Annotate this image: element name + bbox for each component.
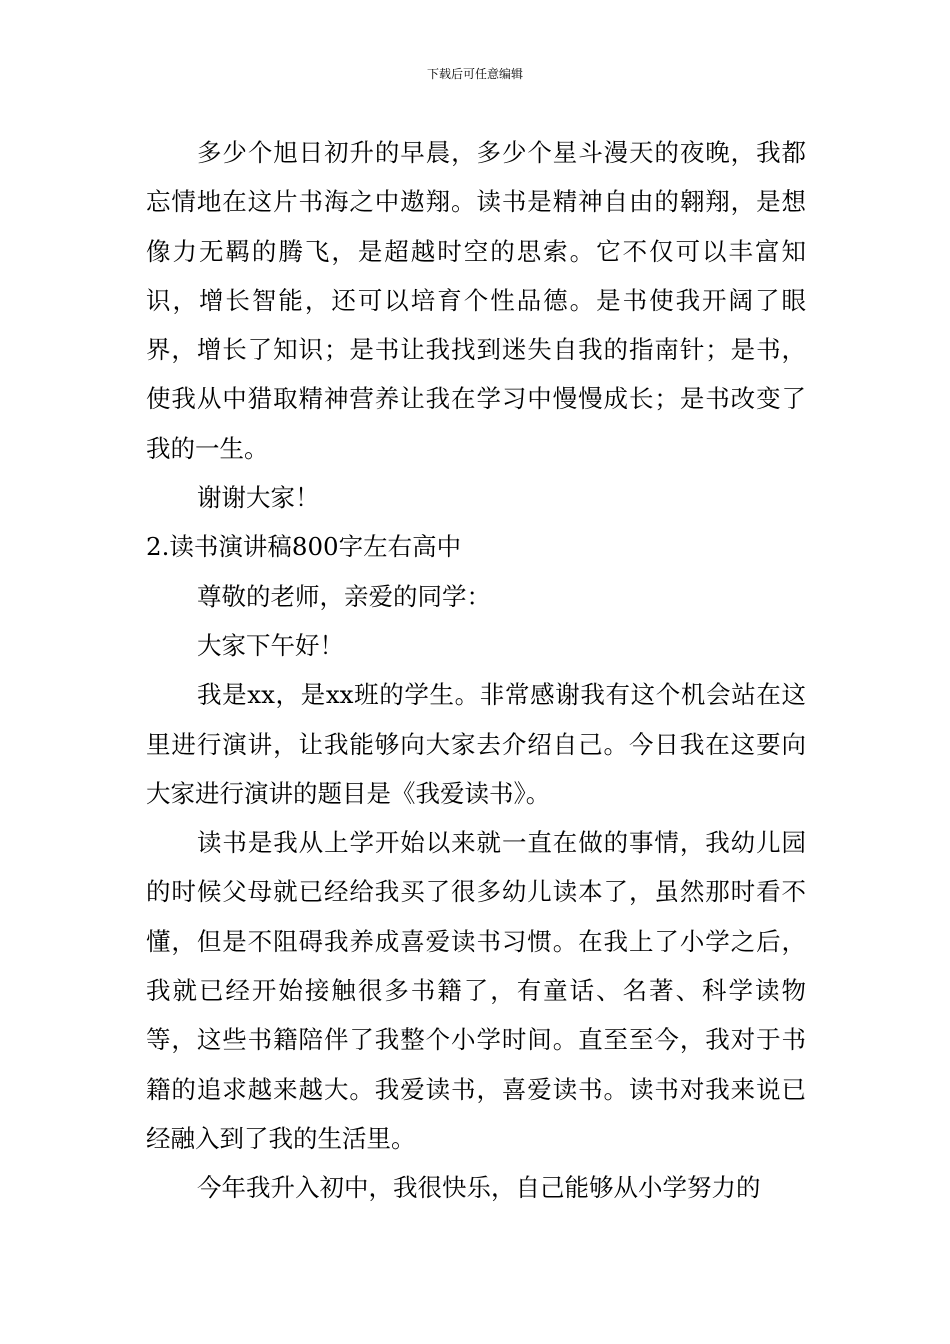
- paragraph-introduction: 我是xx，是xx班的学生。非常感谢我有这个机会站在这里进行演讲，让我能够向大家去介绍自己。今日我在这要向大家进行演讲的题目是《我爱读书》。: [146, 680, 806, 808]
- paragraph-salutation: 尊敬的老师，亲爱的同学：: [197, 581, 491, 611]
- section-heading: 2.读书演讲稿800字左右高中: [146, 532, 462, 562]
- paragraph-reading-reflection: 多少个旭日初升的早晨，多少个星斗漫天的夜晚，我都忘情地在这片书海之中遨翔。读书是精神自由的翱翔，是想像力无羁的腾飞，是超越时空的思索。它不仅可以丰富知识，增长智能，还可以培育个性品德。是书使我开阔了眼界，增长了知识；是书让我找到迷失自我的指南针；是书，使我从中猎取精神营养让我在学习中慢慢成长；是书改变了我的一生。: [146, 138, 806, 463]
- paragraph-thanks: 谢谢大家！: [197, 483, 320, 513]
- paragraph-reading-history: 读书是我从上学开始以来就一直在做的事情，我幼儿园的时候父母就已经给我买了很多幼儿读本了，虽然那时看不懂，但是不阻碍我养成喜爱读书习惯。在我上了小学之后，我就已经开始接触很多书籍了，有童话、名著、科学读物等，这些书籍陪伴了我整个小学时间。直至至今，我对于书籍的追求越来越大。我爱读书，喜爱读书。读书对我来说已经融入到了我的生活里。: [146, 828, 806, 1153]
- page-header-note: 下载后可任意编辑: [426, 67, 523, 81]
- paragraph-greeting: 大家下午好！: [197, 630, 344, 660]
- paragraph-middle-school: 今年我升入初中，我很快乐，自己能够从小学努力的: [197, 1173, 761, 1203]
- document-body: [146, 128, 806, 1213]
